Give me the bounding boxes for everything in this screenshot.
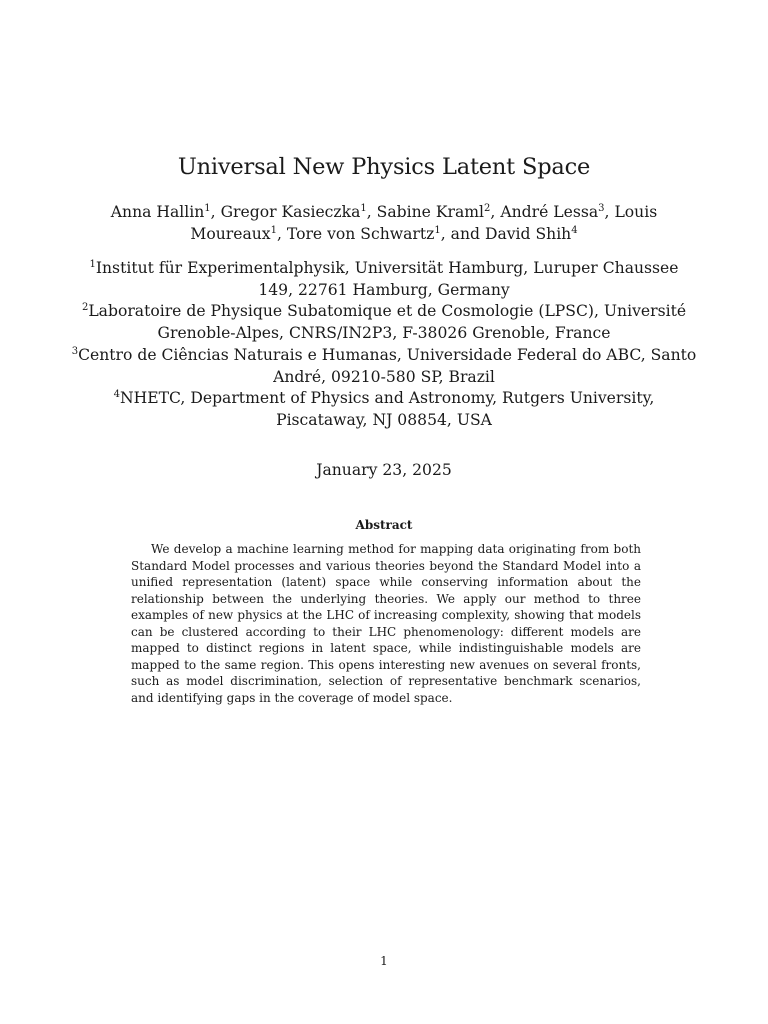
page-number: 1 [380,954,388,968]
author [287,225,485,243]
affiliation-mark: 2 [81,302,89,314]
affiliation-mark: 1 [270,225,277,236]
affiliation [70,301,698,344]
author-separator: , [366,203,377,221]
author-separator: , [210,203,221,221]
affiliation [70,388,698,431]
author-name: Louis Moureaux [190,203,658,243]
affiliation-mark: 4 [113,389,121,401]
affiliation-text: Institut für Experimentalphysik, Universität Hamburg, Luruper Chaussee 149, 22761 Hamburg, Germany [95,259,679,299]
abstract-text: We develop a machine learning method for mapping data originating from both Standard Model processes and various theories beyond the Standard Model into a unified representation (latent) space while conserving information about the relationship between the underlying theories. We apply our method to three examples of new physics at the LHC of increasing complexity, showing that models can be clustered according to their LHC phenomenology: different models are mapped to distinct regions in latent space, while indistinguishable models are mapped to the same region. This opens interesting new avenues on several fronts, such as model discrimination, selection of representative benchmark scenarios, and identifying gaps in the coverage of model space. [131,542,641,705]
affiliation-text: NHETC, Department of Physics and Astronomy, Rutgers University, Piscataway, NJ 08854, USA [120,389,655,429]
affiliation-mark: 1 [204,203,211,214]
author-list [90,201,678,245]
author [111,203,221,221]
author-name: Tore von Schwartz [286,225,435,243]
affiliation [70,258,698,301]
paper-title: Universal New Physics Latent Space [177,154,591,180]
abstract-heading: Abstract [355,518,413,532]
publication-date: January 23, 2025 [316,461,452,479]
author [221,203,377,221]
affiliation-mark: 1 [89,259,96,270]
author-separator: , [604,203,615,221]
author [377,203,501,221]
affiliation-text: Centro de Ciências Naturais e Humanas, Universidade Federal do ABC, Santo André, 09210-580 SP, Brazil [78,345,697,386]
author-name: André Lessa [500,203,599,221]
author-separator: , [276,225,287,243]
author-name: Gregor Kasieczka [220,203,361,221]
author [485,225,578,243]
affiliation-mark: 1 [360,203,367,214]
author-separator: , and [440,225,485,243]
author-separator: , [490,203,501,221]
affiliation [70,345,698,388]
author-name: Anna Hallin [110,203,205,221]
author-name: David Shih [484,225,572,243]
affiliation-mark: 4 [571,225,578,236]
affiliation-mark: 2 [484,203,491,214]
author [500,203,614,221]
affiliation-mark: 3 [71,345,79,357]
affiliation-mark: 3 [598,203,605,214]
author-name: Sabine Kraml [376,203,485,221]
affiliation-list [70,258,698,432]
affiliation-text: Laboratoire de Physique Subatomique et de Cosmologie (LPSC), Université Grenoble-Alpes, CNRS/IN2P3, F-38026 Grenoble, France [88,302,687,343]
affiliation-mark: 1 [434,225,441,236]
